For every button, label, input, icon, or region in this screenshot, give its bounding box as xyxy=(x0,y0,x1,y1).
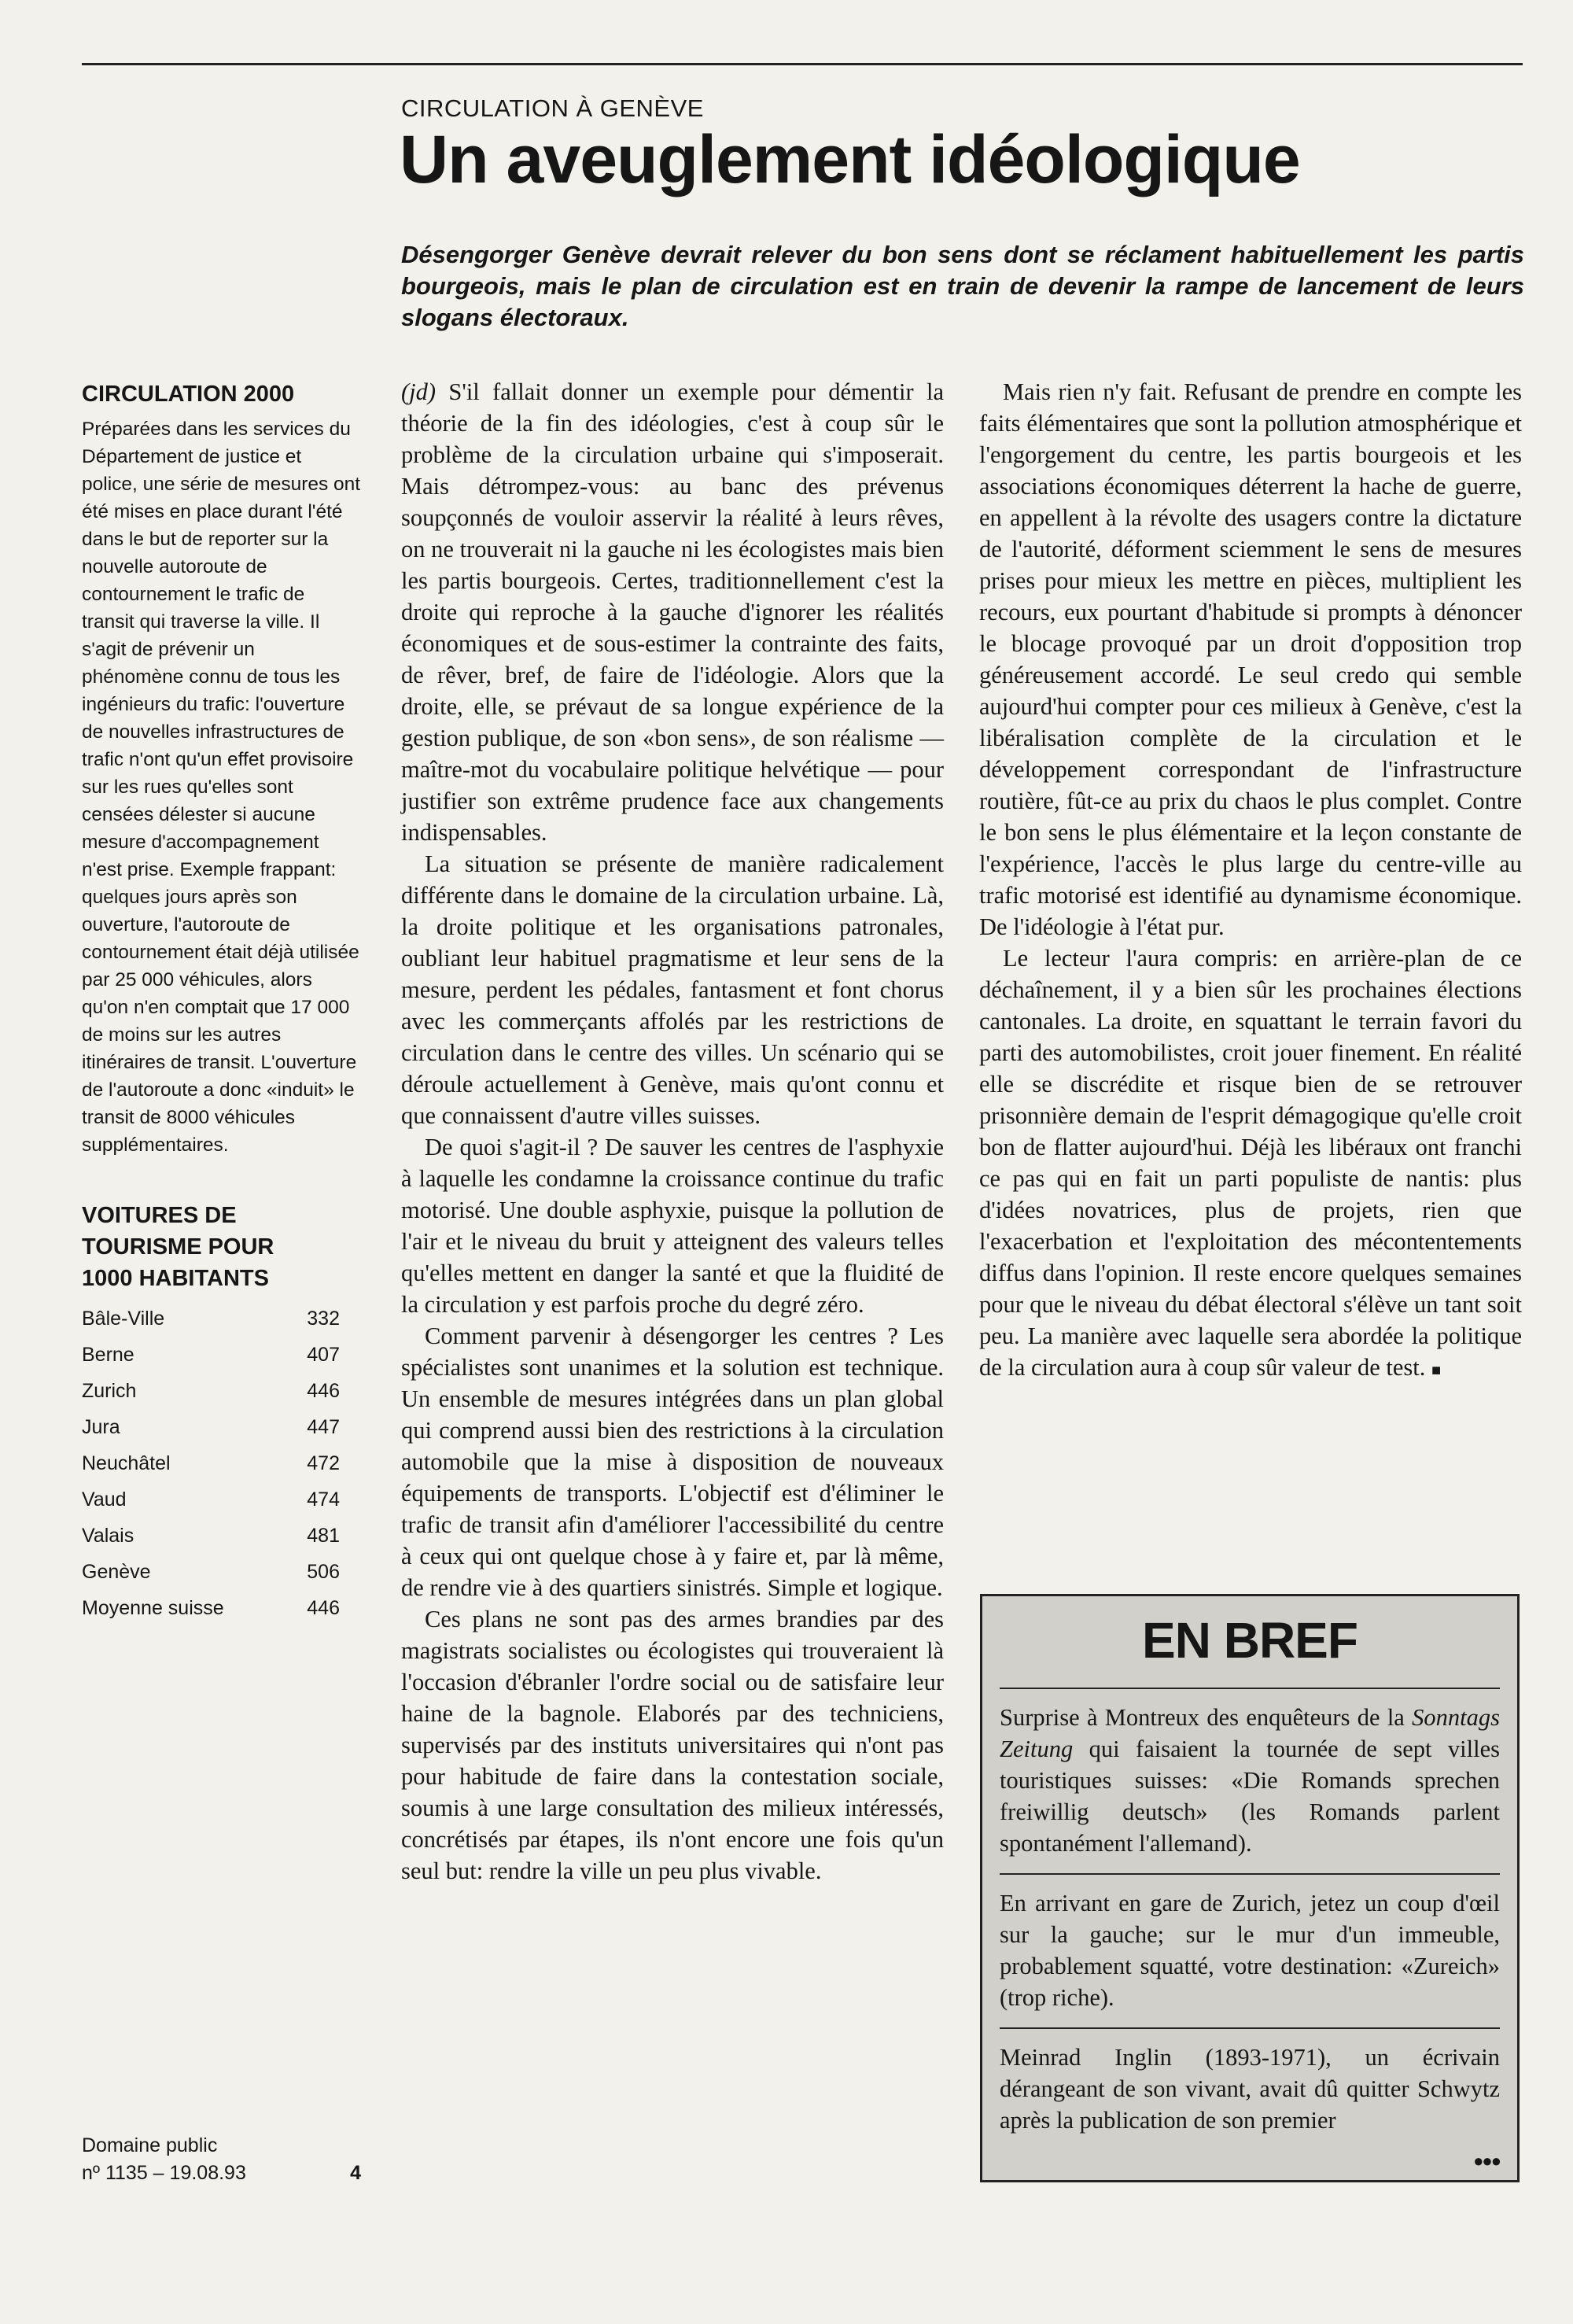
page-number: 4 xyxy=(350,2162,361,2184)
article-paragraph: La situation se présente de manière radicalement différente dans le domaine de la circulation urbaine. Là, la droite politique et les organisations patronales, oubliant leur habituel pragmatisme et leur sens de la mesure, perdent les pédales, fantasment et font chorus avec les commerçants affolés par les restrictions de circulation dans le centre des villes. Un scénario qui se déroule actuellement à Genève, mais qu'ont connu et que connaissent d'autre villes suisses. xyxy=(401,850,944,1129)
canton-label: Vaud xyxy=(82,1488,127,1511)
canton-value: 332 xyxy=(307,1307,340,1330)
table-row xyxy=(82,1409,340,1445)
table-row xyxy=(82,1337,340,1373)
canton-value: 407 xyxy=(307,1343,340,1366)
lede: Désengorger Genève devrait relever du bon sens dont se réclament habituellement les partis bourgeois, mais le plan de circulation est en train de devenir la rampe de lancement de leurs slogans électoraux. xyxy=(401,241,1524,331)
table-row xyxy=(82,1481,340,1518)
article-column-1 xyxy=(401,376,944,1887)
canton-label: Moyenne suisse xyxy=(82,1596,224,1619)
end-mark: ■ xyxy=(1431,1362,1442,1379)
article-column-2 xyxy=(979,376,1522,1386)
section-kicker: CIRCULATION À GENÈVE xyxy=(401,94,704,122)
top-rule xyxy=(82,63,1523,65)
brief-item: En arrivant en gare de Zurich, jetez un coup d'œil sur la gauche; sur le mur d'un immeuble, probablement squatté, votre destination: «Zureich» (trop riche). xyxy=(1000,1873,1500,2027)
author-initials: (jd) xyxy=(401,378,437,405)
sidebar xyxy=(82,382,361,1626)
brief-item: Meinrad Inglin (1893-1971), un écrivain dérangeant de son vivant, avait dû quitter Schwytz après la publication de son premier xyxy=(1000,2027,1500,2150)
canton-value: 446 xyxy=(307,1596,340,1619)
page-footer xyxy=(82,2132,361,2187)
table-row xyxy=(82,1518,340,1554)
article-paragraph: Comment parvenir à désengorger les centres ? Les spécialistes sont unanimes et la solution est technique. Un ensemble de mesures intégrées dans un plan global qui comprend aussi bien des restrictions à la circulation automobile que la mise à disposition de nouveaux équipements de transports. L'objectif est d'éliminer le trafic de transit afin d'améliorer l'accessibilité du centre à ceux qui ont quelque chose à y faire et, par là même, de rendre vie à des quartiers sinistrés. Simple et logique. xyxy=(401,1322,944,1601)
article-paragraph: Le lecteur l'aura compris: en arrière-plan de ce déchaînement, il y a bien sûr les prochaines élections cantonales. La droite, en squattant le terrain favori du parti des automobilistes, croit jouer finement. En réalité elle se discrédite et risque bien de se retrouver prisonnière demain de l'esprit démagogique qu'elle croit bon de flatter aujourd'hui. Déjà les libéraux ont franchi ce pas qui en fait un parti populiste de nantis: plus d'idées novatrices, plus de projets, rien que l'exacerbation et l'exploitation des mécontentements diffus dans l'opinion. Il reste encore quelques semaines pour que le niveau du débat électoral s'élève un tant soit peu. La manière avec laquelle sera abordée la politique de la circulation aura à coup sûr valeur de test. ■ xyxy=(979,945,1522,1381)
canton-value: 481 xyxy=(307,1524,340,1547)
canton-value: 446 xyxy=(307,1379,340,1402)
publication-name: Domaine public xyxy=(82,2134,218,2156)
canton-label: Bâle-Ville xyxy=(82,1307,165,1330)
canton-label: Zurich xyxy=(82,1379,137,1402)
canton-value: 447 xyxy=(307,1415,340,1438)
canton-label: Neuchâtel xyxy=(82,1452,171,1474)
stats-table xyxy=(82,1300,340,1626)
sidebar-title: CIRCULATION 2000 xyxy=(82,382,295,407)
sidebar-text: Préparées dans les services du Département de justice et police, une série de mesures ont été mises en place durant l'été dans le but de reporter sur la nouvelle autoroute de contournement le trafic de transit qui traverse la ville. Il s'agit de prévenir un phénomène connu de tous les ingénieurs du trafic: l'ouverture de nouvelles infrastructures de trafic n'ont qu'un effet provisoire sur les rues qu'elles sont censées délester si aucune mesure d'accompagnement n'est prise. Exemple frappant: quelques jours après son ouverture, l'autoroute de contournement était déjà utilisée par 25 000 véhicules, alors qu'on n'en comptait que 17 000 de moins sur les autres itinéraires de transit. L'ouverture de l'autoroute a donc «induit» le transit de 8000 véhicules supplémentaires. xyxy=(82,419,361,1156)
brief-item: Surprise à Montreux des enquêteurs de la Sonntags Zeitung qui faisaient la tournée de sept villes touristiques suisses: «Die Romands sprechen freiwillig deutsch» (les Romands parlent spontanément l'allemand). xyxy=(1000,1688,1500,1873)
canton-label: Valais xyxy=(82,1524,134,1547)
continued-marker: ●●● xyxy=(1473,2151,1500,2171)
canton-value: 472 xyxy=(307,1452,340,1474)
article-paragraph: Mais rien n'y fait. Refusant de prendre en compte les faits élémentaires que sont la pollution atmosphérique et l'engorgement du centre, les partis bourgeois et les associations économiques déterrent la hache de guerre, en appellent à la révolte des usagers contre la dictature de l'autorité, déforment sciemment le sens de mesures prises pour mieux les mettre en pièces, multiplient les recours, eux pourtant d'habitude si prompts à dénoncer le blocage provoqué par un droit d'opposition trop généreusement accordé. Le seul credo qui semble aujourd'hui compter pour ces milieux à Genève, c'est la libéralisation complète de la circulation et le développement correspondant de l'infrastructure routière, fût-ce au prix du chaos le plus complet. Contre le bon sens le plus élémentaire et la leçon constante de l'expérience, l'accès le plus large du centre-ville au trafic motorisé est identifié au dynamisme économique. De l'idéologie à l'état pur. xyxy=(979,378,1522,940)
issue-info: nº 1135 – 19.08.93 xyxy=(82,2162,246,2184)
canton-label: Berne xyxy=(82,1343,134,1366)
table-row xyxy=(82,1445,340,1481)
canton-label: Jura xyxy=(82,1415,120,1438)
table-row xyxy=(82,1300,340,1337)
article-paragraph: (jd) S'il fallait donner un exemple pour démentir la théorie de la fin des idéologies, c'est à coup sûr le problème de la circulation urbaine qui s'imposerait. Mais détrompez-vous: au banc des prévenus soupçonnés de vouloir asservir la réalité à leurs rêves, on ne trouverait ni la gauche ni les écologistes mais bien les partis bourgeois. Certes, traditionnellement c'est la droite qui reproche à la gauche d'ignorer les réalités économiques et de sous-estimer la contrainte des faits, de rêver, bref, de faire de l'idéologie. Alors que la droite, elle, se prévaut de sa longue expérience de la gestion publique, de son «bon sens», de son réalisme — maître-mot du vocabulaire politique helvétique — pour justifier son extrême prudence face aux changements indispensables. xyxy=(401,378,945,846)
canton-value: 506 xyxy=(307,1560,340,1583)
table-row xyxy=(82,1373,340,1409)
en-bref-title: EN BREF xyxy=(1142,1612,1357,1669)
article-paragraph: De quoi s'agit-il ? De sauver les centres de l'asphyxie à laquelle les condamne la croissance continue du trafic motorisé. Une double asphyxie, puisque la pollution de l'air et le niveau du bruit y atteignent des valeurs telles qu'elles mettent en danger la santé et que la fluidité de la circulation y est parfois proche du degré zéro. xyxy=(401,1134,944,1318)
en-bref-box xyxy=(980,1594,1520,2182)
headline: Un aveuglement idéologique xyxy=(400,122,1300,197)
canton-label: Genève xyxy=(82,1560,151,1583)
article-paragraph: Ces plans ne sont pas des armes brandies par des magistrats socialistes ou écologistes qui trouveraient là l'occasion d'ébranler l'ordre social ou de satisfaire leur haine de la bagnole. Elaborés par des techniciens, supervisés par des instituts universitaires qui n'ont pas pour habitude de faire dans la contestation sociale, soumis à une large consultation des milieux intéressés, concrétisés par étapes, ils n'ont encore une fois qu'un seul but: rendre la ville un peu plus vivable. xyxy=(401,1606,944,1884)
table-row xyxy=(82,1554,340,1590)
canton-value: 474 xyxy=(307,1488,340,1511)
table-row xyxy=(82,1590,340,1626)
stats-table-title: VOITURES DE TOURISME POUR 1000 HABITANTS xyxy=(82,1203,274,1291)
newspaper-name: Sonntags Zeitung xyxy=(1000,1704,1500,1762)
